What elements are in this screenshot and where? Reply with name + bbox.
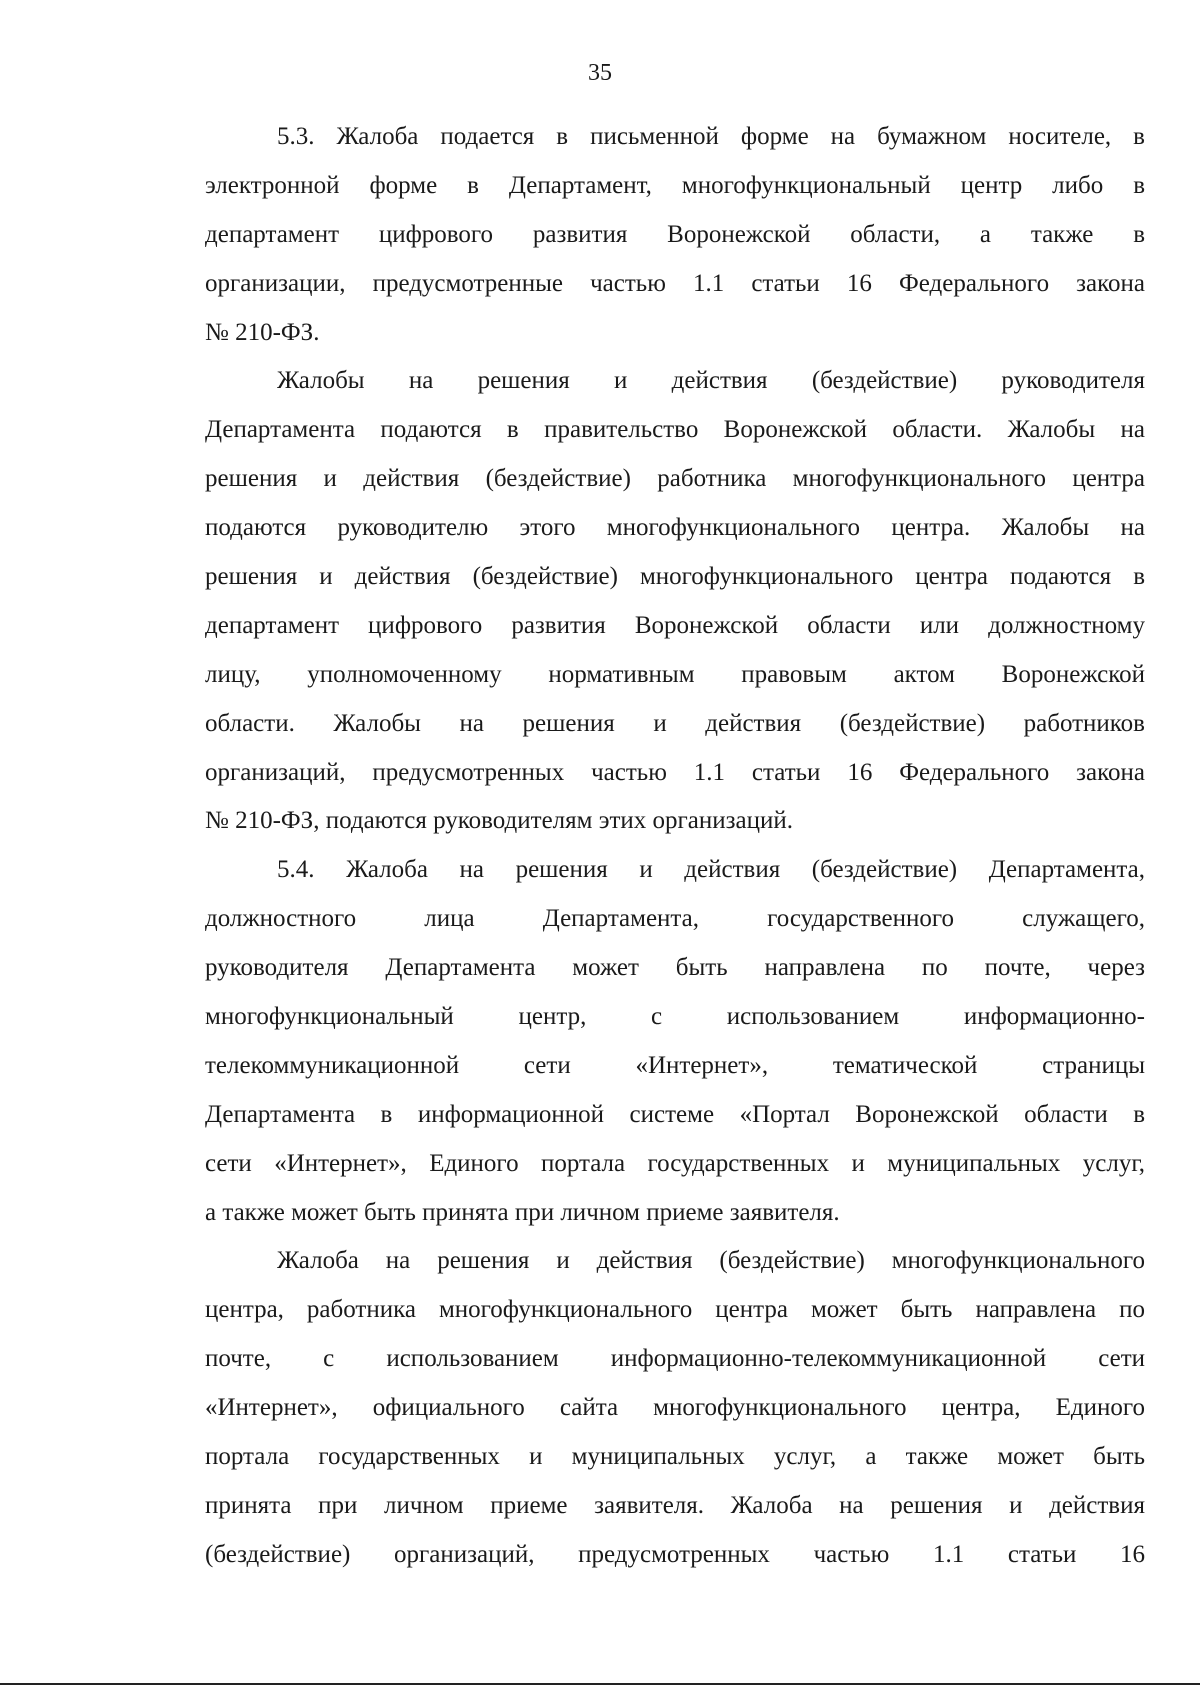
paragraph-line: должностного лица Департамента, государственного служащего, [205, 905, 1145, 933]
paragraph-line: «Интернет», официального сайта многофункционального центра, Единого [205, 1394, 1145, 1422]
paragraph-line: организаций, предусмотренных частью 1.1 статьи 16 Федерального закона [205, 758, 1145, 786]
paragraph-line: портала государственных и муниципальных услуг, а также может быть [205, 1443, 1145, 1471]
paragraph-line: принята при личном приеме заявителя. Жалоба на решения и действия [205, 1491, 1145, 1519]
paragraph-line: решения и действия (бездействие) многофункционального центра подаются в [205, 563, 1145, 591]
paragraph-line: лицу, уполномоченному нормативным правовым актом Воронежской [205, 660, 1145, 688]
paragraph-line: Жалоба на решения и действия (бездействие) многофункционального [277, 1247, 1145, 1275]
paragraph-line: Жалобы на решения и действия (бездействие) руководителя [277, 367, 1145, 395]
paragraph-line: организации, предусмотренные частью 1.1 статьи 16 Федерального закона [205, 269, 1145, 297]
paragraph-line: № 210-ФЗ, подаются руководителям этих организаций. [205, 807, 793, 835]
paragraph-line: 5.4. Жалоба на решения и действия (бездействие) Департамента, [277, 856, 1145, 884]
paragraph-line: руководителя Департамента может быть направлена по почте, через [205, 954, 1145, 982]
paragraph-line: почте, с использованием информационно-телекоммуникационной сети [205, 1345, 1145, 1373]
paragraph-line: сети «Интернет», Единого портала государственных и муниципальных услуг, [205, 1149, 1145, 1177]
paragraph-line: 5.3. Жалоба подается в письменной форме на бумажном носителе, в [277, 123, 1145, 150]
page-number: 35 [588, 60, 612, 86]
paragraph-line: департамент цифрового развития Воронежской области или должностному [205, 611, 1145, 639]
paragraph-line: Департамента подаются в правительство Воронежской области. Жалобы на [205, 416, 1145, 444]
paragraph-line: электронной форме в Департамент, многофункциональный центр либо в [205, 171, 1145, 199]
paragraph-line: а также может быть принята при личном приеме заявителя. [205, 1198, 840, 1226]
paragraph-line: телекоммуникационной сети «Интернет», тематической страницы [205, 1051, 1145, 1079]
paragraph-line: (бездействие) организаций, предусмотренных частью 1.1 статьи 16 [205, 1540, 1145, 1568]
paragraph-line: области. Жалобы на решения и действия (бездействие) работников [205, 709, 1145, 737]
paragraph-line: департамент цифрового развития Воронежской области, а также в [205, 220, 1145, 248]
paragraph-line: решения и действия (бездействие) работника многофункционального центра [205, 465, 1145, 493]
paragraph-line: подаются руководителю этого многофункционального центра. Жалобы на [205, 514, 1145, 542]
paragraph-line: № 210-ФЗ. [205, 318, 320, 346]
paragraph-line: Департамента в информационной системе «Портал Воронежской области в [205, 1100, 1145, 1128]
page-bottom-edge [0, 1683, 1200, 1685]
paragraph-line: центра, работника многофункционального центра может быть направлена по [205, 1296, 1145, 1324]
document-body [205, 113, 1145, 1580]
paragraph-line: многофункциональный центр, с использованием информационно- [205, 1003, 1145, 1031]
